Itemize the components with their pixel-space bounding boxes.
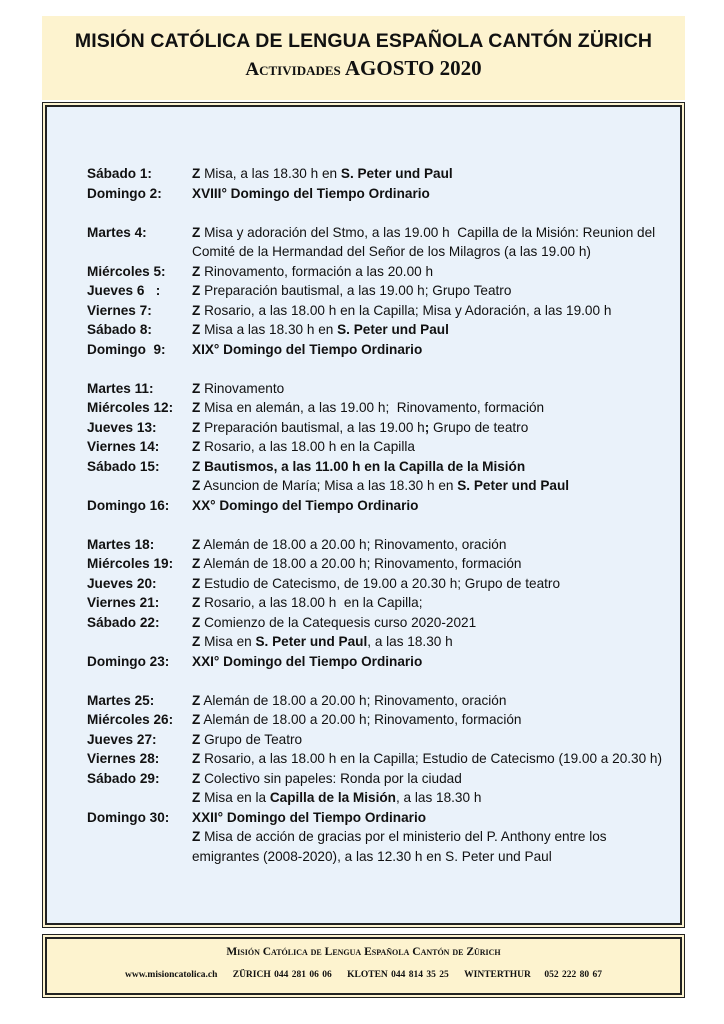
schedule-description [192, 788, 677, 808]
schedule-row [87, 749, 677, 769]
footer-contacts [47, 970, 680, 980]
schedule-description [192, 223, 677, 243]
schedule-description [192, 632, 677, 652]
schedule-text-part: Misa en la [200, 790, 270, 805]
schedule-panel [42, 102, 685, 928]
schedule-list [87, 164, 677, 866]
schedule-text-part: Grupo de teatro [429, 419, 529, 435]
schedule-row [87, 554, 677, 574]
schedule-day: Martes 18: [87, 536, 155, 552]
schedule-row [87, 164, 677, 184]
subtitle-word: Actividades [245, 59, 341, 80]
schedule-text-part: Z [192, 595, 201, 610]
schedule-text-part: Rinovamento [200, 380, 285, 396]
schedule-day: Sábado 22: [87, 614, 160, 630]
schedule-text-part: S. Peter und Paul [457, 478, 570, 493]
schedule-text-part: Z [192, 439, 201, 454]
schedule-text-part: Z [192, 419, 201, 435]
schedule-row [87, 398, 677, 418]
schedule-description [192, 437, 677, 457]
schedule-day [87, 847, 192, 867]
schedule-day: Sábado 8: [87, 322, 152, 337]
schedule-text-part: XXI° Domingo del Tiempo Ordinario [192, 653, 423, 669]
schedule-text-part: Preparación bautismal, a las 19.00 h; Grupo Teatro [200, 283, 512, 298]
schedule-description [192, 418, 677, 438]
schedule-description [192, 593, 677, 613]
schedule-day: Martes 11: [87, 380, 154, 396]
schedule-text-part: Z [192, 224, 201, 240]
page-title: MISIÓN CATÓLICA DE LENGUA ESPAÑOLA CANTÓN ZÜRICH [74, 30, 653, 52]
schedule-description [192, 652, 677, 672]
schedule-text-part: Z [192, 263, 201, 279]
schedule-row [87, 593, 677, 613]
schedule-description [192, 184, 677, 204]
schedule-text-part: Z [192, 751, 201, 766]
schedule-day: Jueves 6 : [87, 283, 161, 298]
schedule-day [87, 632, 192, 652]
schedule-day: Viernes 21: [87, 595, 160, 610]
schedule-row [87, 281, 677, 301]
page-subtitle [42, 56, 685, 81]
schedule-day [87, 242, 192, 262]
schedule-text-part: Z [192, 790, 201, 805]
schedule-description [192, 457, 677, 477]
schedule-description [192, 262, 677, 282]
schedule-text-part: Comienzo de la Catequesis curso 2020-2021 [200, 614, 477, 630]
schedule-text-part: Z [192, 731, 201, 747]
schedule-text-part: Z [192, 556, 201, 571]
schedule-description [192, 730, 677, 750]
schedule-row [87, 223, 677, 243]
schedule-row [87, 613, 677, 633]
schedule-text-part: Misa en [200, 634, 256, 649]
schedule-day: Martes 25: [87, 692, 155, 708]
schedule-row [87, 242, 677, 262]
schedule-text-part: Z Bautismos, a las 11.00 h en la Capilla de la Misión [192, 458, 526, 474]
page-header [42, 16, 685, 100]
schedule-day: Miércoles 19: [87, 556, 174, 571]
schedule-text-part: Z [192, 575, 201, 591]
schedule-day: Sábado 29: [87, 770, 160, 786]
schedule-row [87, 496, 677, 516]
schedule-description [192, 281, 677, 301]
schedule-spacer [87, 359, 677, 379]
schedule-text-part: Alemán de 18.00 a 20.00 h; Rinovamento, formación [200, 556, 522, 571]
schedule-row [87, 437, 677, 457]
schedule-row [87, 574, 677, 594]
footer-contact-winterthur: WINTERTHUR 052 222 80 67 [464, 970, 602, 980]
schedule-text-part: Z [192, 400, 201, 415]
footer-contact-kloten: KLOTEN 044 814 35 25 [347, 970, 449, 980]
schedule-text-part: Rosario, a las 18.00 h en la Capilla; Estudio de Catecismo (19.00 a 20.30 h) [200, 751, 663, 766]
schedule-row [87, 710, 677, 730]
schedule-text-part: Z [192, 712, 201, 727]
schedule-day: Martes 4: [87, 224, 147, 240]
schedule-text-part: XXII° Domingo del Tiempo Ordinario [192, 809, 427, 825]
schedule-day: Miércoles 26: [87, 712, 174, 727]
schedule-text-part: Alemán de 18.00 a 20.00 h; Rinovamento, oración [200, 536, 507, 552]
schedule-text-part: XX° Domingo del Tiempo Ordinario [192, 497, 419, 513]
schedule-text-part: Z [192, 283, 201, 298]
schedule-description [192, 749, 677, 769]
schedule-text-part: S. Peter und Paul [255, 634, 368, 649]
schedule-text-part: XIX° Domingo del Tiempo Ordinario [192, 341, 423, 357]
schedule-row [87, 808, 677, 828]
schedule-description [192, 769, 677, 789]
schedule-day: Viernes 7: [87, 302, 152, 318]
schedule-row [87, 476, 677, 496]
schedule-text-part: XVIII° Domingo del Tiempo Ordinario [192, 185, 430, 201]
schedule-text-part: Z [192, 322, 201, 337]
schedule-description [192, 710, 677, 730]
footer-title: Misión Católica de Lengua Española Cantón de Zürich [226, 946, 501, 958]
footer-contact-zurich: ZÜRICH 044 281 06 06 [232, 970, 332, 980]
schedule-day: Domingo 30: [87, 809, 170, 825]
schedule-description [192, 242, 677, 262]
schedule-text-part: Z [192, 770, 201, 786]
schedule-text-part: Z [192, 614, 201, 630]
footer-website[interactable]: www.misioncatolica.ch [125, 970, 218, 980]
schedule-text-part: emigrantes (2008-2020), a las 12.30 h en S. Peter und Paul [192, 848, 552, 864]
schedule-row [87, 262, 677, 282]
schedule-row [87, 827, 677, 847]
schedule-description [192, 535, 677, 555]
schedule-day: Miércoles 5: [87, 263, 166, 279]
schedule-text-part: Z [192, 478, 201, 493]
page-footer [42, 934, 685, 998]
schedule-text-part: S. Peter und Paul [340, 166, 453, 181]
schedule-spacer [87, 671, 677, 691]
schedule-text-part: Rosario, a las 18.00 h en la Capilla; Misa y Adoración, a las 19.00 h [200, 302, 612, 318]
schedule-day: Domingo 9: [87, 341, 166, 357]
schedule-description [192, 476, 677, 496]
schedule-day: Viernes 28: [87, 751, 160, 766]
schedule-spacer [87, 515, 677, 535]
schedule-row [87, 788, 677, 808]
schedule-row [87, 379, 677, 399]
schedule-day: Sábado 15: [87, 458, 160, 474]
footer-inner-box [45, 937, 682, 995]
schedule-text-part: Preparación bautismal, a las 19.00 h [200, 419, 425, 435]
schedule-day: Domingo 2: [87, 185, 162, 201]
schedule-row [87, 847, 677, 867]
schedule-day: Jueves 27: [87, 731, 157, 747]
schedule-row [87, 340, 677, 360]
schedule-text-part: Z [192, 380, 201, 396]
schedule-row [87, 457, 677, 477]
schedule-row [87, 418, 677, 438]
schedule-text-part: , a las 18.30 h [367, 634, 453, 649]
schedule-text-part: Capilla de la Misión [269, 790, 396, 805]
schedule-text-part: Z [192, 692, 201, 708]
schedule-text-part: S. Peter und Paul [337, 322, 449, 337]
schedule-text-part: Z [192, 829, 201, 844]
schedule-text-part: Misa a las 18.30 h en [200, 322, 338, 337]
schedule-text-part: Misa, a las 18.30 h en [200, 166, 341, 181]
schedule-day [87, 827, 192, 847]
schedule-day [87, 476, 192, 496]
schedule-text-part: Misa de acción de gracias por el ministerio del P. Anthony entre los [200, 829, 607, 844]
schedule-description [192, 691, 677, 711]
schedule-text-part: Alemán de 18.00 a 20.00 h; Rinovamento, formación [200, 712, 522, 727]
schedule-row [87, 632, 677, 652]
schedule-text-part: Rinovamento, formación a las 20.00 h [200, 263, 434, 279]
schedule-row [87, 320, 677, 340]
schedule-description [192, 847, 677, 867]
schedule-row [87, 652, 677, 672]
schedule-text-part: Asuncion de María; Misa a las 18.30 h en [200, 478, 458, 493]
schedule-text-part: Colectivo sin papeles: Ronda por la ciudad [200, 770, 462, 786]
schedule-description [192, 320, 677, 340]
schedule-text-part: Misa y adoración del Stmo, a las 19.00 h Capilla de la Misión: Reunion del [200, 224, 656, 240]
schedule-day: Jueves 13: [87, 419, 157, 435]
schedule-day: Domingo 16: [87, 497, 170, 513]
schedule-day: Miércoles 12: [87, 400, 174, 415]
schedule-day: Domingo 23: [87, 653, 170, 669]
schedule-day: Viernes 14: [87, 439, 160, 454]
schedule-text-part: Z [192, 536, 201, 552]
schedule-text-part: Z [192, 166, 201, 181]
schedule-description [192, 613, 677, 633]
subtitle-month: AGOSTO 2020 [344, 56, 482, 80]
schedule-inner-box [45, 105, 682, 925]
schedule-description [192, 574, 677, 594]
schedule-row [87, 301, 677, 321]
schedule-text-part: Rosario, a las 18.00 h en la Capilla [200, 439, 415, 454]
schedule-row [87, 535, 677, 555]
schedule-text-part: Rosario, a las 18.00 h en la Capilla; [200, 595, 423, 610]
schedule-description [192, 398, 677, 418]
schedule-description [192, 340, 677, 360]
schedule-description [192, 301, 677, 321]
schedule-text-part: , a las 18.30 h [395, 790, 482, 805]
schedule-description [192, 164, 677, 184]
schedule-description [192, 827, 677, 847]
schedule-description [192, 496, 677, 516]
schedule-row [87, 730, 677, 750]
schedule-description [192, 808, 677, 828]
schedule-text-part: Estudio de Catecismo, de 19.00 a 20.30 h; Grupo de teatro [200, 575, 561, 591]
schedule-row [87, 769, 677, 789]
schedule-description [192, 554, 677, 574]
schedule-text-part: Comité de la Hermandad del Señor de los Milagros (a las 19.00 h) [192, 244, 591, 259]
schedule-text-part: Z [192, 302, 201, 318]
schedule-text-part: Grupo de Teatro [200, 731, 303, 747]
schedule-day: Jueves 20: [87, 575, 157, 591]
schedule-row [87, 184, 677, 204]
schedule-row [87, 691, 677, 711]
schedule-day: Sábado 1: [87, 166, 152, 181]
schedule-description [192, 379, 677, 399]
schedule-spacer [87, 203, 677, 223]
schedule-text-part: Alemán de 18.00 a 20.00 h; Rinovamento, oración [200, 692, 507, 708]
schedule-text-part: Z [192, 634, 201, 649]
schedule-day [87, 788, 192, 808]
schedule-text-part: Misa en alemán, a las 19.00 h; Rinovamento, formación [200, 400, 545, 415]
schedule-text-part: ; [424, 419, 430, 435]
